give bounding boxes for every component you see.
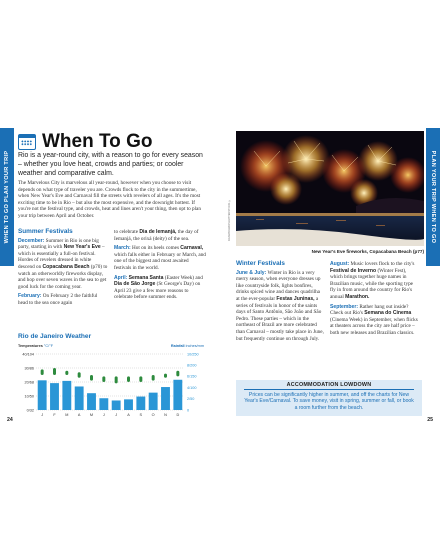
- accommodation-lowdown-box: [236, 380, 422, 416]
- month-tick-label: N: [164, 413, 167, 417]
- august-text-2: (Winter Fest), which brings together huge names in Brazilian music, while the sporting type fly in from around the country for Rio's annual: [330, 267, 413, 300]
- temperature-range-mark: [78, 372, 81, 378]
- rainfall-bar: [62, 381, 71, 410]
- december-text-2: – which is essentially a full-on festival. Hordes of revelers dressed in white descend on: [18, 244, 105, 270]
- right-tick-label: 2/50: [187, 397, 195, 402]
- august-paragraph: [330, 261, 418, 301]
- rainfall-bar: [124, 399, 133, 410]
- rainfall-legend-label: Rainfall: [170, 344, 185, 348]
- month-tick-label: F: [53, 413, 56, 417]
- temperature-range-mark: [102, 376, 105, 382]
- weather-chart: [14, 348, 214, 420]
- month-tick-label: A: [127, 413, 130, 417]
- right-tick-label: 0: [187, 408, 190, 413]
- rainfall-bar: [50, 383, 59, 410]
- june-july-text-1: Winter in Rio is a very merry season, when everyone dresses up like countryside folk, lights bonfires, drinks spiced wine and dances quadrilha at the ever-popular: [236, 269, 321, 302]
- lowdown-body: Prices can be significantly higher in summer, and off the charts for New Year's Eve/Carnaval. To save money, visit in spring, summer or fall, or book a room further from the beach.: [244, 392, 414, 411]
- temperature-range-mark: [152, 375, 155, 381]
- rainfall-bar: [75, 386, 84, 410]
- semana-santa-term: Semana Santa: [128, 274, 164, 281]
- rainfall-bar: [149, 393, 158, 410]
- rainfall-bar: [161, 387, 170, 410]
- temperature-legend-units: °C/°F: [43, 344, 54, 348]
- june-july-paragraph: [236, 270, 324, 343]
- iemanja-paragraph: [114, 229, 206, 242]
- march-text-1: Hot on its heels comes: [130, 245, 181, 252]
- left-tick-label: 30/86: [24, 366, 34, 371]
- april-paragraph: [114, 275, 206, 301]
- december-key: December:: [18, 237, 45, 244]
- semana-cinema-term: Semana do Cinema: [364, 310, 412, 317]
- left-tick-label: 10/50: [24, 394, 34, 399]
- page-number-right: 25: [427, 417, 433, 423]
- rainfall-bar: [173, 380, 182, 410]
- august-key: August:: [330, 261, 350, 267]
- left-tick-label: 20/68: [24, 380, 34, 385]
- new-years-eve-term: New Year's Eve: [63, 244, 101, 251]
- december-paragraph: [18, 238, 108, 291]
- september-text-2: (Cinema Week) in September, when flicks at theaters across the city are half price – both new releases and Brazilian classics.: [330, 316, 418, 336]
- winter-column-1: [236, 261, 324, 345]
- temperature-range-mark: [115, 376, 118, 383]
- month-tick-label: A: [77, 413, 81, 417]
- lowdown-title: ACCOMMODATION LOWDOWN: [244, 382, 414, 390]
- temperature-range-mark: [41, 369, 44, 375]
- marathon-term: Marathon.: [345, 293, 370, 300]
- rainfall-bar: [38, 380, 47, 410]
- month-tick-label: M: [89, 413, 94, 417]
- lead-paragraph: The Marvelous City is marvelous all year-round, however when you choose to visit depends on what type of traveler you are. Crowds flock to the city in the summertime, when New Year's Eve and Carnaval fill the streets with revelers of all ages. It's the most exciting time to be in Rio – but also the most expensive, and the downright hottest. If you're not the festival type, and crowds, heat and lines aren't your thing, then opt to plan your trip between April and October.: [18, 180, 201, 219]
- rainfall-bar: [99, 398, 108, 410]
- june-july-text-2: a series of festivals in honor of the saints days of Santo Antônio, São João and São Pedro. These parties – which in the northeast of Brazil are more celebrated than Carnaval – mostly take place in June, but frequently continue on through July.: [236, 295, 324, 342]
- intro-text: Rio is a year-round city, with a reason to go for every season – whether you love heat, crowds and parties; or cooler weather and comparative calm.: [18, 152, 203, 177]
- calendar-icon: [18, 134, 36, 150]
- iemanja-term: Dia de Iemanjá,: [139, 229, 177, 235]
- month-tick-label: J: [41, 413, 44, 417]
- side-tab-right: [426, 128, 440, 266]
- rainfall-bar: [87, 393, 96, 410]
- september-key: September:: [330, 303, 359, 310]
- september-text-1: Rather hang out inside? Check out Rio's: [330, 303, 409, 317]
- temperature-legend-label: Temperatures: [18, 344, 43, 348]
- temperature-range-mark: [176, 371, 179, 377]
- page-title-row: [18, 131, 152, 153]
- february-paragraph: [18, 293, 108, 306]
- april-key: April:: [114, 274, 128, 281]
- winter-column-2: [330, 261, 418, 340]
- summer-column-2: [114, 229, 206, 304]
- copacabana-term: Copacabana Beach: [42, 263, 90, 270]
- festival-inverno-term: Festival de Inverno: [330, 267, 377, 274]
- iemanja-text-2: the day of Iemanjá, the orixá (deity) of the sea.: [114, 229, 199, 242]
- fireworks-illustration: [236, 131, 424, 246]
- april-text-1: (Easter Week) and: [163, 274, 203, 281]
- summer-heading: Summer Festivals: [18, 228, 73, 235]
- temperature-range-mark: [90, 375, 93, 381]
- march-paragraph: [114, 245, 206, 271]
- photo-credit: DASHBOARD/SHUTTERSTOCK ©: [228, 198, 231, 241]
- month-tick-label: S: [139, 413, 143, 417]
- carnaval-term: Carnaval,: [180, 245, 204, 252]
- rainfall-bar: [112, 400, 121, 410]
- right-tick-label: 8/200: [187, 363, 197, 368]
- september-paragraph: [330, 304, 418, 337]
- side-tab-left: [0, 128, 14, 266]
- december-text-1: Summer in Rio is one big party, starting in with: [18, 237, 99, 251]
- page-number-left: 24: [7, 417, 13, 423]
- side-tab-right-label: PLAN YOUR TRIP WHEN TO GO: [430, 150, 436, 244]
- rainfall-legend-units: inches/mm: [185, 344, 204, 348]
- temperature-range-mark: [127, 376, 130, 382]
- temperature-range-mark: [139, 376, 142, 382]
- temperature-range-mark: [53, 368, 56, 375]
- august-text-1: Music lovers flock to the city's: [349, 261, 415, 267]
- june-july-key: June & July:: [236, 269, 267, 276]
- temperature-range-mark: [164, 374, 167, 378]
- rainfall-bar: [136, 397, 145, 410]
- right-tick-label: 4/100: [187, 385, 197, 390]
- march-key: March:: [114, 245, 131, 252]
- april-text-2: (St George's Day) on April 23 give a few more reasons to celebrate before summer ends.: [114, 281, 201, 301]
- month-tick-label: M: [65, 413, 69, 417]
- february-text: On February 2 the faithful head to the sea once again: [18, 293, 98, 306]
- side-tab-left-label: WHEN TO GO PLAN YOUR TRIP: [4, 150, 10, 244]
- march-text-2: which falls either in February or March, and one of the biggest and most awaited festivals in the world.: [114, 251, 206, 271]
- festas-juninas-term: Festas Juninas,: [276, 295, 315, 302]
- month-tick-label: J: [115, 413, 118, 417]
- winter-heading: Winter Festivals: [236, 260, 285, 267]
- month-tick-label: D: [176, 413, 180, 417]
- left-tick-label: 40/104: [22, 352, 34, 357]
- sao-jorge-term: Dia de São Jorge: [114, 281, 156, 288]
- right-tick-label: 6/150: [187, 374, 197, 379]
- page-title: When To Go: [42, 131, 153, 152]
- month-tick-label: J: [102, 413, 105, 417]
- right-tick-label: 10/250: [187, 352, 199, 357]
- left-tick-label: 0/32: [26, 408, 34, 413]
- december-text-3: (p70) to watch an otherworldly fireworks display, and hop over seven waves in the sea to get good luck for the coming year.: [18, 263, 108, 290]
- photo-caption: New Year's Eve fireworks, Copacabana Beach (p77): [311, 249, 424, 254]
- chart-title: Rio de Janeiro Weather: [18, 333, 92, 340]
- temperature-range-mark: [65, 371, 68, 375]
- february-key: February:: [18, 293, 42, 300]
- fireworks-photo: [236, 131, 424, 246]
- summer-column-1: [18, 229, 108, 310]
- iemanja-text-1: to celebrate: [114, 229, 140, 235]
- month-tick-label: O: [151, 413, 155, 417]
